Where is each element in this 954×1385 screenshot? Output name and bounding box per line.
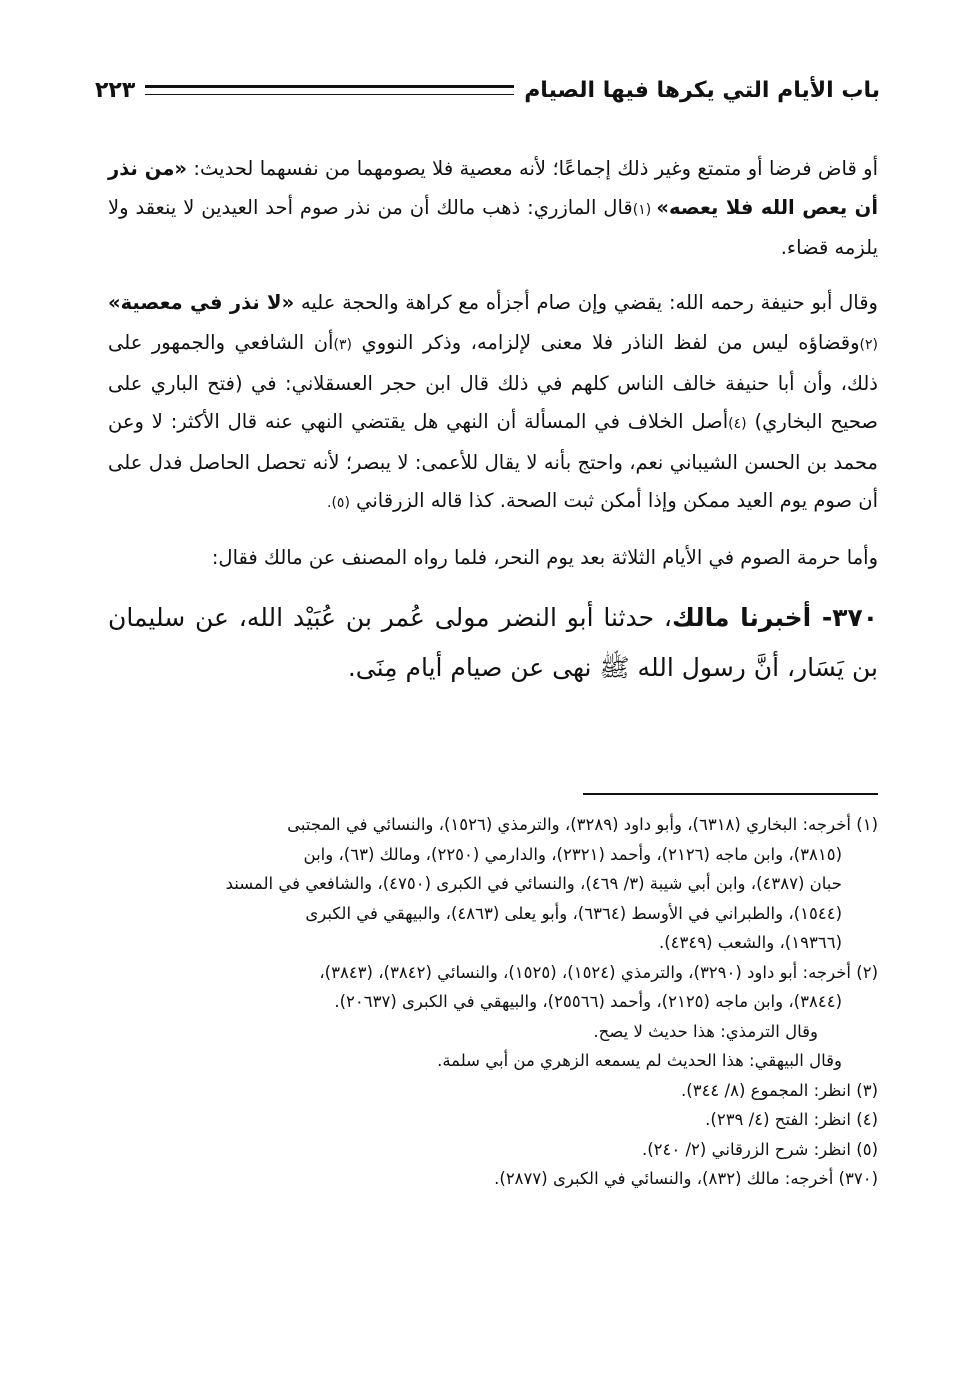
footnote-separator xyxy=(583,793,878,795)
hadith-text: ، حدثنا أبو النضر مولى عُمر بن عُبَيْد الله، عن سليمان بن يَسَار، أنَّ رسول الله ﷺ نهى عن صيام أيام مِنَى. xyxy=(108,603,878,682)
hadith-number: ٣٧٠- أخبرنا مالك xyxy=(672,603,878,632)
footnote-line: حبان (٤٣٨٧)، وابن أبي شيبة (٣/ ٤٦٩)، والنسائي في الكبرى (٤٧٥٠)، والشافعي في المسند xyxy=(225,874,842,893)
p2-text-c: أن الشافعي والجمهور على ذلك، وأن أبا حنيفة خالف الناس كلهم في ذلك قال ابن حجر العسقلاني: في (فتح الباري على صحيح البخاري) xyxy=(108,331,878,433)
paragraph-1 xyxy=(108,150,878,268)
p2-text-b: وقضاؤه ليس من لفظ الناذر فلا معنى لإلزامه، وذكر النووي xyxy=(351,331,860,354)
header-rule xyxy=(145,85,514,95)
p1-text-b: قال المازري: ذهب مالك أن من نذر صوم أحد العيدين لا ينعقد ولا يلزمه قضاء. xyxy=(108,195,878,259)
p2-footnote-ref-4: (٥). xyxy=(327,495,350,511)
paragraph-3: وأما حرمة الصوم في الأيام الثلاثة بعد يوم النحر، فلما رواه المصنف عن مالك فقال: xyxy=(211,545,878,569)
footnote-1 xyxy=(108,810,878,958)
footnote-line: (٣٨١٥)، وابن ماجه (٢١٢٦)، وأحمد (٢٣٢١)، والدارمي (٢٢٥٠)، ومالك (٦٣)، وابن xyxy=(303,844,842,864)
footnote-3: (٣) انظر: المجموع (٨/ ٣٤٤). xyxy=(681,1080,878,1100)
p1-hadith-quote: «من نذر أن يعص الله فلا يعصه» xyxy=(108,157,879,219)
footnote-line: (١٥٤٤)، والطبراني في الأوسط (٦٣٦٤)، وأبو يعلى (٤٨٦٣)، والبيهقي في الكبرى xyxy=(305,903,842,923)
hadith-370 xyxy=(108,593,878,693)
p2-text-d: أصل الخلاف في المسألة أن النهي هل يقتضي النهي عنه قال الأكثر: لا وعن محمد بن الحسن الشيباني نعم، واحتج بأنه لا يقال للأعمى: لا يبصر؛ لأنه تحصل الحاصل فدل على أن صوم يوم العيد ممكن وإذا أمكن ثبت الصحة. كذا قاله الزرقاني xyxy=(108,410,878,512)
p2-footnote-ref-2: (٣) xyxy=(333,337,352,353)
p1-text-a: أو قاض فرضا أو متمتع وغير ذلك إجماعًا؛ لأنه معصية فلا يصومهما من نفسهما لحديث: xyxy=(187,157,878,180)
p2-text-a: وقال أبو حنيفة رحمه الله: يقضي وإن صام أجزأه مع كراهة والحجة عليه xyxy=(294,290,878,314)
chapter-title: باب الأيام التي يكرها فيها الصيام xyxy=(524,77,880,103)
p2-footnote-ref-3: (٤) xyxy=(728,416,747,432)
footnote-2 xyxy=(108,958,878,1076)
paragraph-2 xyxy=(108,284,878,523)
p2-hadith-quote: «لا نذر في معصية» xyxy=(108,290,295,314)
footnote-370: (٣٧٠) أخرجه: مالك (٨٣٢)، والنسائي في الكبرى (٢٨٧٧). xyxy=(494,1169,878,1188)
footnotes xyxy=(108,810,878,1194)
footnote-line: وقال الترمذي: هذا حديث لا يصح. xyxy=(593,1021,818,1041)
main-text xyxy=(108,150,878,709)
p1-footnote-ref: (١) xyxy=(632,201,657,218)
running-header xyxy=(95,72,880,108)
footnote-line: (١٩٣٦٦)، والشعب (٤٣٤٩). xyxy=(658,933,842,952)
p2-footnote-ref: (٢) xyxy=(859,337,878,353)
page-number: ٢٢٣ xyxy=(95,77,136,103)
footnote-4: (٤) انظر: الفتح (٤/ ٢٣٩). xyxy=(705,1110,878,1129)
footnote-line: (١) أخرجه: البخاري (٦٣١٨)، وأبو داود (٣٢٨٩)، والترمذي (١٥٢٦)، والنسائي في المجتبى xyxy=(287,815,878,834)
footnote-5: (٥) انظر: شرح الزرقاني (٢/ ٢٤٠). xyxy=(641,1139,878,1159)
footnote-line: (٣٨٤٤)، وابن ماجه (٢١٢٥)، وأحمد (٢٥٥٦٦)، والبيهقي في الكبرى (٢٠٦٣٧). xyxy=(334,992,842,1011)
footnote-line: وقال البيهقي: هذا الحديث لم يسمعه الزهري من أبي سلمة. xyxy=(437,1051,842,1070)
footnote-line: (٢) أخرجه: أبو داود (٣٢٩٠)، والترمذي (١٥٢٤)، (١٥٢٥)، والنسائي (٣٨٤٢)، (٣٨٤٣)، xyxy=(319,962,878,982)
